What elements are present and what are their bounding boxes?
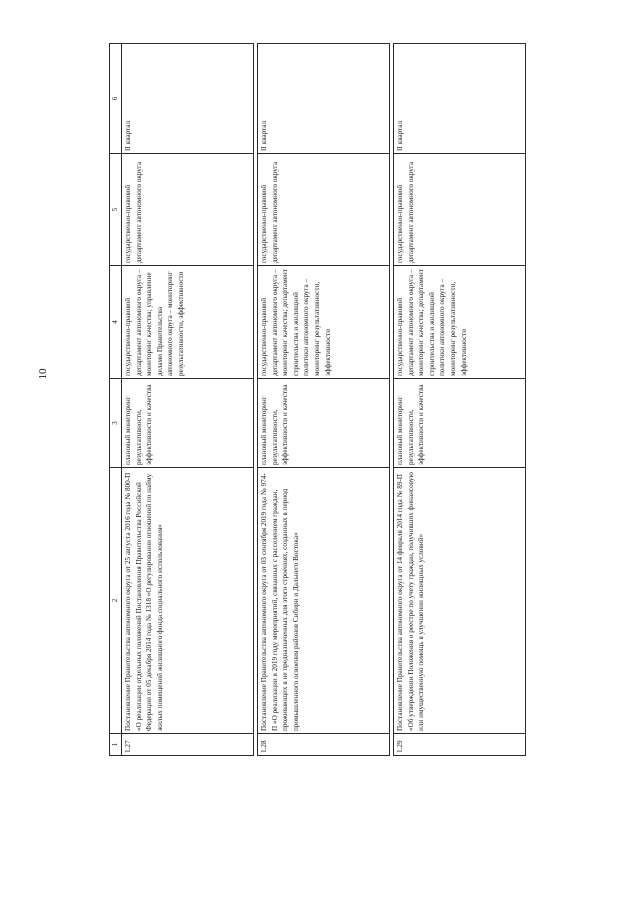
column-type-header: 3: [110, 379, 122, 468]
table-row: [258, 44, 390, 756]
column-coexecutor-header: 5: [110, 154, 122, 266]
column-period-header: 6: [110, 44, 122, 154]
co-executor: государственно-правовой департамент автономного округа: [394, 154, 526, 266]
legal-act-text: Постановление Правительства автономного округа от 25 августа 2016 года № 800-П «О реализации отдельных положений Постановления Правительства Российской Федерации от 05 декабря 2014 года № 1318 «О регулировании отношений по найму жилых помещений жилищного фонда социального использования»: [122, 468, 254, 734]
period: II квартал: [394, 44, 526, 154]
co-executor: государственно-правовой департамент автономного округа: [258, 154, 390, 266]
row-number: 1.27: [122, 734, 254, 756]
table-row: [122, 44, 254, 756]
row-number: 1.28: [258, 734, 390, 756]
column-number-header: 1: [110, 734, 122, 756]
monitoring-type: плановый мониторинг результативности, эффективности и качества: [122, 379, 254, 468]
responsible-executor: государственно-правовой департамент автономного округа – мониторинг качества; департамент строительства и жилищной политики автономного округа – мониторинг результативности, эффективности: [258, 266, 390, 379]
monitoring-plan-table: [109, 43, 526, 756]
page-number: 10: [37, 368, 49, 380]
row-number: 1.29: [394, 734, 526, 756]
legal-act-text: Постановление Правительства автономного округа от 14 февраля 2014 года № 89-П «Об утверждении Положения о реестре по учету граждан, получивших финансовую или имущественную помощь в улучшении жилищных условий»: [394, 468, 526, 734]
table-row: [394, 44, 526, 756]
monitoring-type: плановый мониторинг результативности, эффективности и качества: [394, 379, 526, 468]
responsible-executor: государственно-правовой департамент автономного округа – мониторинг качества; управление делами Правительства автономного округа – мониторинг результативности, эффективности: [122, 266, 254, 379]
monitoring-plan-table-block: [109, 44, 542, 756]
table-header-row: [110, 44, 122, 756]
period: II квартал: [122, 44, 254, 154]
legal-act-text: Постановление Правительства автономного округа от 03 сентября 2019 года № 974-П «О реализации в 2019 году мероприятий, связанных с расселением граждан, проживающих в не предназначенных для этого строениях, созданных в период промышленного освоения районов Сибири и Дальнего Востока»: [258, 468, 390, 734]
period: II квартал: [258, 44, 390, 154]
column-executor-header: 4: [110, 266, 122, 379]
column-act-header: 2: [110, 468, 122, 734]
monitoring-type: плановый мониторинг результативности, эффективности и качества: [258, 379, 390, 468]
co-executor: государственно-правовой департамент автономного округа: [122, 154, 254, 266]
responsible-executor: государственно-правовой департамент автономного округа – мониторинг качества; департамент строительства и жилищной политики автономного округа – мониторинг результативности, эффективности: [394, 266, 526, 379]
